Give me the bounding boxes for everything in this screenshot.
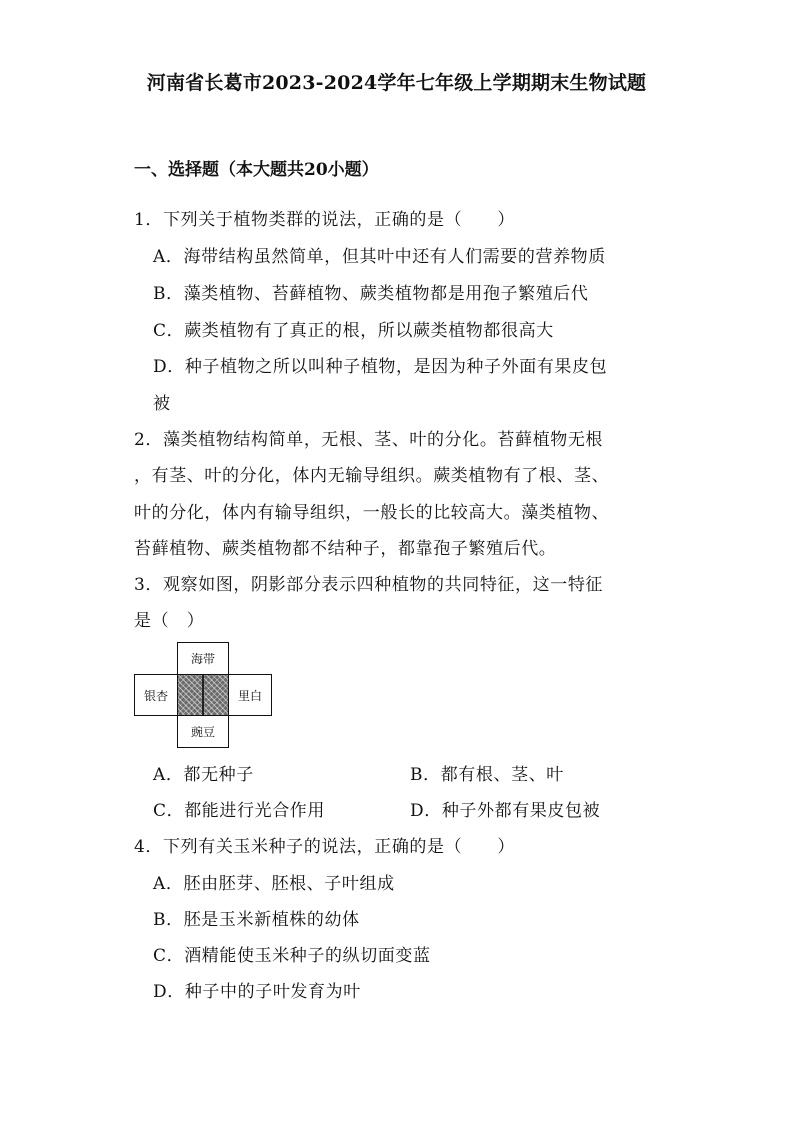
question-1-option-c: C．蕨类植物有了真正的根，所以蕨类植物都很高大 bbox=[153, 321, 554, 341]
figure-shaded-intersection bbox=[177, 674, 229, 716]
question-4-option-c: C．酒精能使玉米种子的纵切面变蓝 bbox=[153, 946, 431, 966]
question-1-option-a: A．海带结构虽然简单，但其叶中还有人们需要的营养物质 bbox=[153, 247, 606, 267]
question-3-line-2: 是（ ） bbox=[134, 611, 205, 631]
question-4-option-a: A．胚由胚芽、胚根、子叶组成 bbox=[153, 874, 395, 894]
question-1-option-d-continued: 被 bbox=[153, 394, 171, 414]
question-4-option-d: D．种子中的子叶发育为叶 bbox=[153, 982, 361, 1002]
figure-center-divider bbox=[202, 675, 204, 715]
question-1-option-d: D．种子植物之所以叫种子植物，是因为种子外面有果皮包 bbox=[153, 357, 608, 377]
question-4-option-b: B．胚是玉米新植株的幼体 bbox=[153, 910, 360, 930]
question-2-line-3: 叶的分化，体内有输导组织，一般长的比较高大。藻类植物、 bbox=[134, 503, 610, 523]
question-2-line-2: ，有茎、叶的分化，体内无输导组织。蕨类植物有了根、茎、 bbox=[134, 466, 610, 486]
question-2-line-1: 2．藻类植物结构简单，无根、茎、叶的分化。苔藓植物无根 bbox=[134, 430, 604, 450]
question-4-stem: 4．下列有关玉米种子的说法，正确的是（ ） bbox=[134, 837, 516, 857]
question-3-option-d: D．种子外都有果皮包被 bbox=[410, 801, 601, 821]
plant-venn-figure bbox=[134, 642, 272, 748]
page-title: 河南省长葛市2023-2024学年七年级上学期期末生物试题 bbox=[146, 72, 647, 94]
question-3-option-c: C．都能进行光合作用 bbox=[153, 801, 326, 821]
figure-label-right: 里白 bbox=[228, 674, 272, 716]
question-2-line-4: 苔藓植物、蕨类植物都不结种子，都靠孢子繁殖后代。 bbox=[134, 539, 557, 559]
figure-label-left: 银杏 bbox=[134, 674, 178, 716]
question-3-line-1: 3．观察如图，阴影部分表示四种植物的共同特征，这一特征 bbox=[134, 575, 604, 595]
question-1-stem: 1．下列关于植物类群的说法，正确的是（ ） bbox=[134, 210, 516, 230]
section-heading: 一、选择题（本大题共20小题） bbox=[134, 160, 379, 180]
figure-label-bottom: 豌豆 bbox=[177, 715, 229, 748]
question-1-option-b: B．藻类植物、苔藓植物、蕨类植物都是用孢子繁殖后代 bbox=[153, 284, 589, 304]
question-3-option-b: B．都有根、茎、叶 bbox=[410, 765, 564, 785]
figure-label-top: 海带 bbox=[177, 642, 229, 675]
question-3-option-a: A．都无种子 bbox=[153, 765, 254, 785]
